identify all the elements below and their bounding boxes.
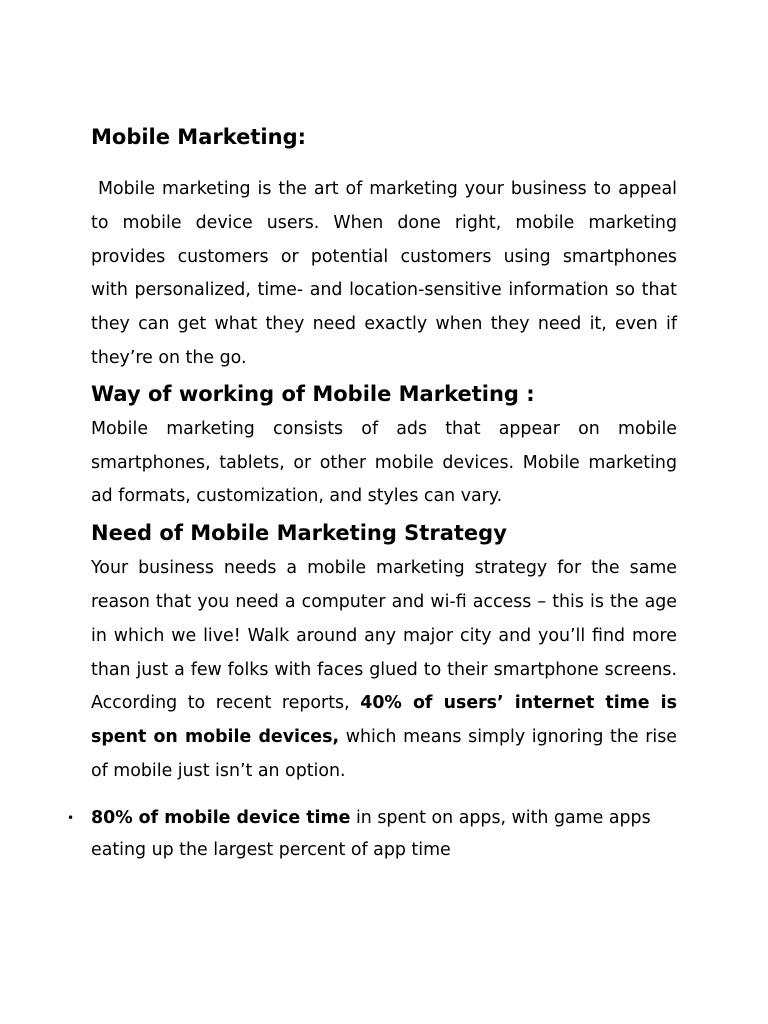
stats-bullet-list	[67, 802, 677, 866]
need-paragraph-bold-stat: 40% of users’ internet time is spent on mobile devices,	[91, 693, 677, 748]
need-paragraph-start: Your business needs a mobile marketing strategy for the same reason that you need a computer and wi-fi access – this is the age in which we live! Walk around any major city and you’ll find more than just a few folks with faces glued to their smartphone screens. According to recent reports,	[91, 558, 677, 714]
bullet-icon: •	[67, 810, 75, 825]
need-paragraph	[91, 552, 677, 789]
intro-paragraph	[91, 173, 677, 376]
section-title-way-of-working: Way of working of Mobile Marketing :	[91, 381, 535, 406]
list-item	[67, 802, 677, 866]
bullet-bold-stat: 80% of mobile device time	[91, 807, 351, 828]
intro-paragraph-text: Mobile marketing is the art of marketing your business to appeal to mobile device users. When done right, mobile marketing provides customers or potential customers using smartphones with personalized, time- and location-sensitive information so that they can get what they need exactly when they need it, even if they’re on the go.	[91, 179, 677, 368]
need-paragraph-end: which means simply ignoring the rise of mobile just isn’t an option.	[91, 727, 678, 781]
bullet-text: in spent on apps, with game apps eating up the largest percent of app time	[91, 807, 651, 860]
section-title-need-strategy: Need of Mobile Marketing Strategy	[91, 521, 507, 546]
section-title-mobile-marketing: Mobile Marketing:	[91, 125, 306, 149]
working-paragraph: Mobile marketing consists of ads that appear on mobile smartphones, tablets, or other mobile devices. Mobile marketing ad formats, customization, and styles can vary.	[91, 418, 677, 507]
document-content	[67, 120, 678, 866]
